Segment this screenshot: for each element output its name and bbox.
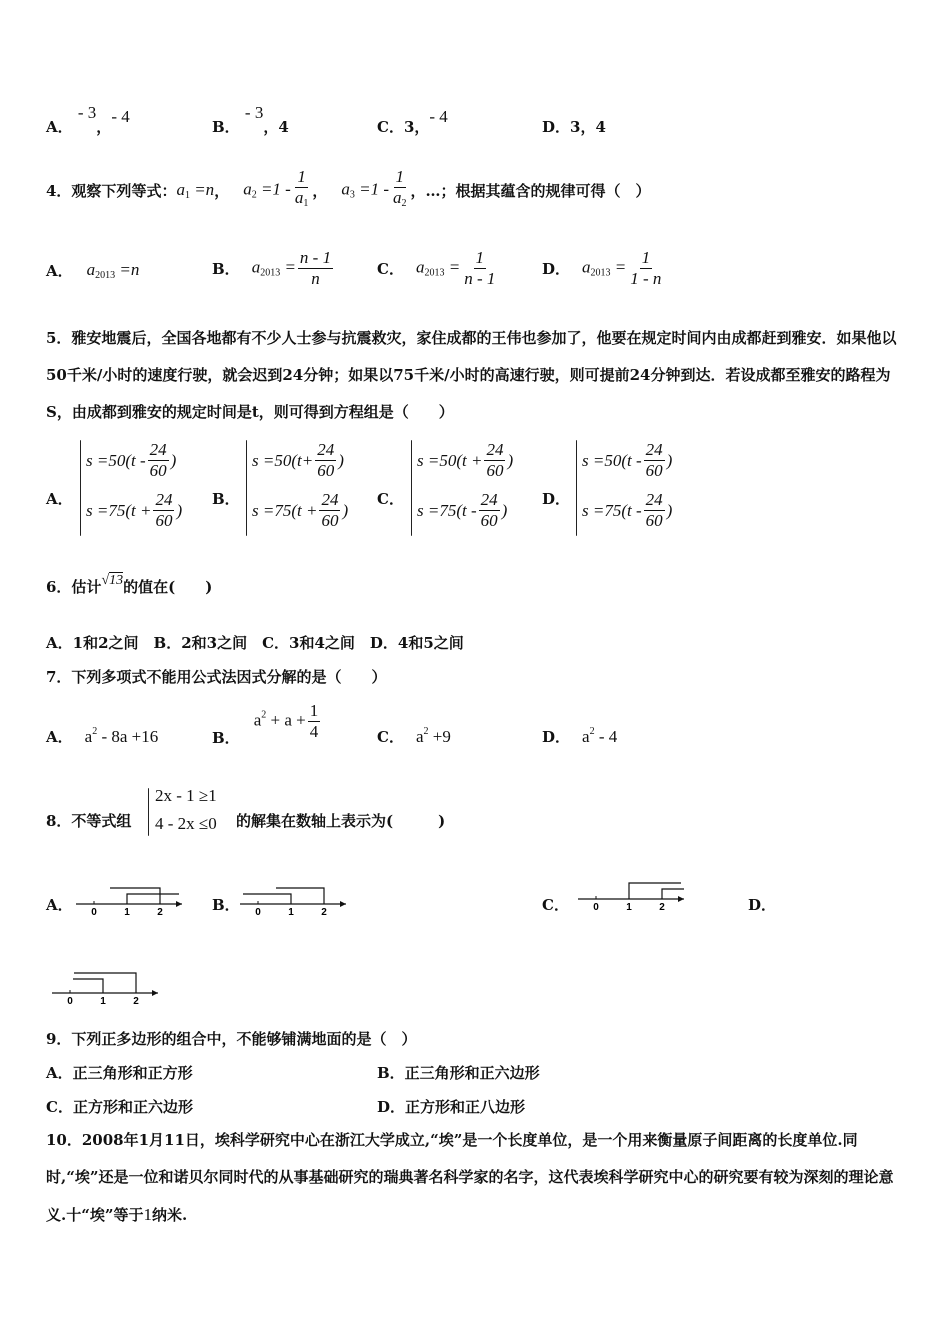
- q3-option-c: C．3，- 4: [377, 107, 448, 136]
- sqrt-13: √13: [101, 573, 124, 588]
- option-label: A．: [46, 118, 73, 136]
- solution-ray: [276, 888, 324, 904]
- q5-equation-r2: s =75(t + $\frac{24}{60}$ ): [86, 490, 183, 530]
- q8-ineq-1: 2x - 1 ≥1: [155, 786, 217, 805]
- q9-option-b: B．正三角形和正六边形: [377, 1064, 540, 1082]
- q5-system-brace: [80, 440, 81, 536]
- q9-option-c: C．正方形和正六边形: [46, 1098, 193, 1116]
- q7-option-c: C． $a^2 +9$: [377, 726, 451, 746]
- number-line-d: [52, 973, 158, 1007]
- solution-ray: [127, 894, 179, 904]
- q5-option-label: B．: [212, 490, 240, 508]
- q6-stem: 6．估计√13的值在( ): [46, 573, 213, 596]
- q8-option-c-label: C．: [542, 896, 569, 914]
- q7-option-b: B． $a^2 + a$ + $\frac{1}{4}$: [212, 700, 319, 747]
- tick-label: 2: [157, 907, 163, 918]
- axis-arrow: [340, 901, 346, 907]
- tick-label: 2: [321, 907, 327, 918]
- q5-system-brace: [246, 440, 247, 536]
- solution-ray: [73, 979, 103, 993]
- q7-option-a: A． $a^2 - 8a +16$: [46, 726, 159, 746]
- axis-arrow: [152, 990, 158, 996]
- q5-equation-r2: s =75(t - $\frac{24}{60}$ ): [417, 490, 508, 530]
- solution-ray: [74, 973, 136, 993]
- q5-equation-r1: s =50(t+ $\frac{24}{60}$ ): [252, 440, 344, 480]
- q8-system-brace: [148, 788, 149, 836]
- q7-stem: 7．下列多项式不能用公式法因式分解的是（ ）: [46, 668, 387, 686]
- solution-ray: [629, 883, 681, 899]
- q3-option-d: D．3，4: [542, 118, 606, 136]
- solution-ray: [110, 888, 160, 904]
- tick-label: 0: [593, 902, 599, 913]
- q8-option-d-label: D．: [748, 896, 777, 914]
- q5-system-brace: [576, 440, 577, 536]
- q5-equation-r2: s =75(t + $\frac{24}{60}$ ): [252, 490, 349, 530]
- q8-stem-start: 8．不等式组: [46, 812, 132, 830]
- solution-ray: [243, 894, 291, 904]
- q5-equation-r1: s =50(t - $\frac{24}{60}$ ): [582, 440, 673, 480]
- q5-stem: 5．雅安地震后，全国各地都有不少人士参与抗震救灾，家住成都的王伟也参加了，他要在规定时间内由成都赶到雅安．如果他以50千米/小时的速度行驶，就会迟到24分钟；如果以75千米/小时的高速行驶，则可提前24分钟到达．若设成都至雅安的路程为S，由成都到雅安的规定时间是t，则可得到方程组是（ ）: [46, 329, 897, 421]
- q4-option-d: D． $a_{2013}$ = $\frac{1}{1 - n}$: [542, 247, 662, 288]
- q4-stem: 4．观察下列等式： $a_1 =n$ ， $a_2 =1$ - $\frac{1}{a_1}$ ， $a_3 =1$ - $\frac{1}{a_2}$ ，…；根据其蕴含的规律可得（ ）: [46, 166, 651, 209]
- q9-option-a: A．正三角形和正方形: [46, 1064, 193, 1082]
- number-line-a: [76, 888, 182, 918]
- q3-option-a: A． - 3，- 4: [46, 103, 130, 136]
- q6-options: A．1和2之间 B．2和3之间 C．3和4之间 D．4和5之间: [46, 634, 464, 652]
- q9-option-d: D．正方形和正八边形: [377, 1098, 526, 1116]
- tick-label: 2: [659, 902, 665, 913]
- axis-arrow: [678, 896, 684, 902]
- number-line-b: [240, 888, 346, 918]
- tick-label: 0: [67, 996, 73, 1007]
- tick-label: 1: [626, 902, 632, 913]
- q5-equation-r1: s =50(t + $\frac{24}{60}$ ): [417, 440, 514, 480]
- q8-option-b-label: B．: [212, 896, 240, 914]
- tick-label: 1: [100, 996, 106, 1007]
- number-line-c: [578, 883, 684, 913]
- tick-label: 0: [91, 907, 97, 918]
- q4-option-b: B． $a_{2013}$ = $\frac{n - 1}{n}$: [212, 247, 332, 288]
- q8-stem-end: 的解集在数轴上表示为( ): [236, 812, 446, 830]
- q5-system-brace: [411, 440, 412, 536]
- q4-option-a: A． $a_{2013} =n$: [46, 259, 140, 281]
- axis-arrow: [176, 901, 182, 907]
- q3-option-b: B． - 3，4: [212, 103, 289, 136]
- tick-label: 1: [124, 907, 130, 918]
- q10-stem: 10．2008年1月11日，埃科学研究中心在浙江大学成立,“埃”是一个长度单位，是一个用来衡量原子间距离的长度单位.同时,“埃”还是一位和诺贝尔同时代的从事基础研究的瑞典著名科学家的名字，这代表埃科学研究中心的研究要有较为深刻的理论意义.十“埃”等于1纳米.: [46, 1131, 894, 1224]
- tick-label: 0: [255, 907, 261, 918]
- q9-stem: 9．下列正多边形的组合中，不能够铺满地面的是（ ）: [46, 1030, 417, 1048]
- solution-ray: [662, 889, 684, 899]
- q5-equation-r2: s =75(t - $\frac{24}{60}$ ): [582, 490, 673, 530]
- q5-option-label: A．: [46, 490, 73, 508]
- q8-ineq-2: 4 - 2x ≤0: [155, 814, 217, 833]
- tick-label: 2: [133, 996, 139, 1007]
- q5-option-label: C．: [377, 490, 404, 508]
- q7-option-d: D． $a^2 - 4$: [542, 726, 618, 746]
- q8-option-a-label: A．: [46, 896, 73, 914]
- q4-option-c: C． $a_{2013}$ = $\frac{1}{n - 1}$: [377, 247, 496, 288]
- q5-option-label: D．: [542, 490, 571, 508]
- q5-equation-r1: s =50(t - $\frac{24}{60}$ ): [86, 440, 177, 480]
- tick-label: 1: [288, 907, 294, 918]
